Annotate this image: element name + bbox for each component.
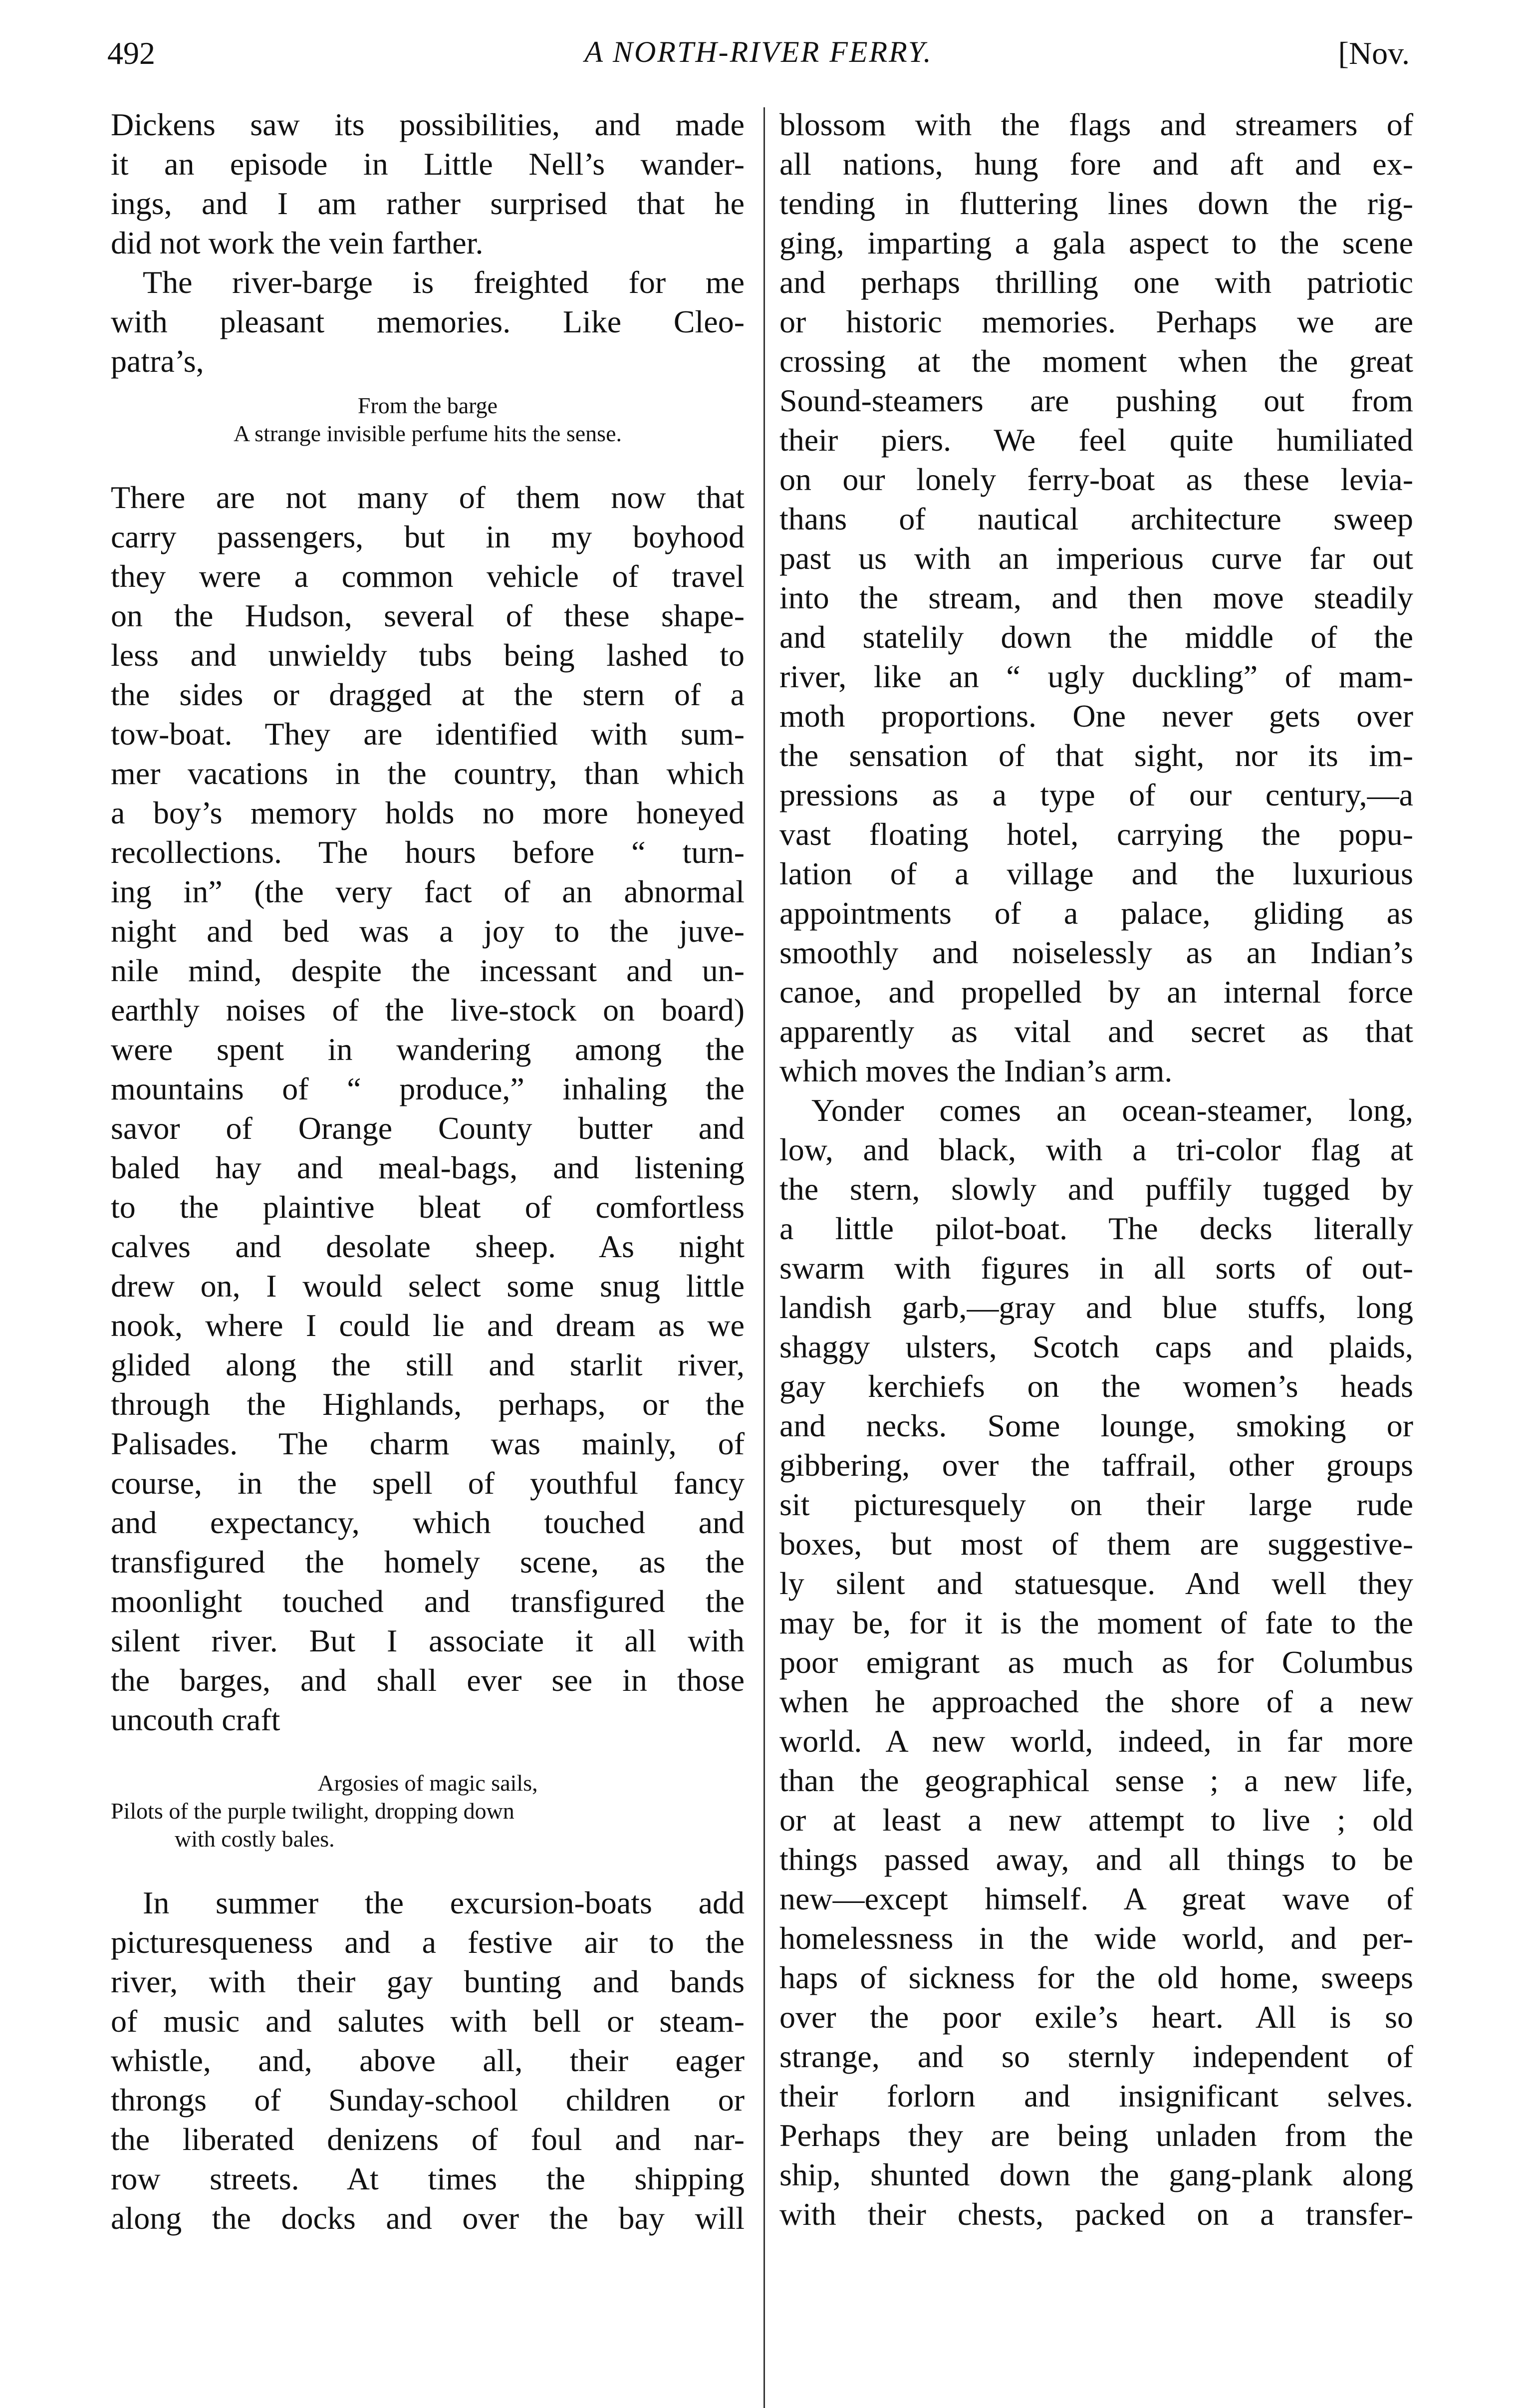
text-line: Yonder comes an ocean-steamer, long, bbox=[811, 1092, 1413, 1128]
text-line: ings, and I am rather surprised that he bbox=[111, 186, 745, 221]
text-line: on our lonely ferry-boat as these levia- bbox=[779, 462, 1413, 497]
text-line: pressions as a type of our century,—a bbox=[779, 777, 1413, 812]
text-line: the liberated denizens of foul and nar- bbox=[111, 2122, 745, 2157]
text-line: ship, shunted down the gang-plank along bbox=[779, 2157, 1413, 2192]
text-line: ging, imparting a gala aspect to the scene bbox=[779, 225, 1413, 261]
text-line: were spent in wandering among the bbox=[111, 1032, 745, 1067]
text-line: uncouth craft bbox=[111, 1702, 280, 1737]
text-line: patra’s, bbox=[111, 343, 204, 379]
verse-line: Argosies of magic sails, bbox=[317, 1770, 538, 1796]
verse-quote bbox=[111, 1769, 745, 1853]
text-line: mountains of “ produce,” inhaling the bbox=[111, 1071, 745, 1106]
text-line: Dickens saw its possibilities, and made bbox=[111, 107, 745, 142]
paragraph bbox=[111, 263, 745, 381]
text-line: apparently as vital and secret as that bbox=[779, 1014, 1413, 1049]
text-line: and expectancy, which touched and bbox=[111, 1505, 745, 1540]
text-line: into the stream, and then move steadily bbox=[779, 580, 1413, 615]
paragraph bbox=[111, 105, 745, 263]
text-line: and necks. Some lounge, smoking or bbox=[779, 1408, 1413, 1443]
text-line: silent river. But I associate it all with bbox=[111, 1623, 745, 1658]
left-column bbox=[111, 105, 745, 2238]
text-line: nile mind, despite the incessant and un- bbox=[111, 953, 745, 988]
verse-line: From the barge bbox=[357, 393, 498, 418]
text-line: ing in” (the very fact of an abnormal bbox=[111, 874, 745, 909]
text-line: when he approached the shore of a new bbox=[779, 1684, 1413, 1719]
text-line: did not work the vein farther. bbox=[111, 225, 484, 261]
text-line: shaggy ulsters, Scotch caps and plaids, bbox=[779, 1329, 1413, 1364]
text-line: picturesqueness and a festive air to the bbox=[111, 1924, 745, 1960]
text-line: boxes, but most of them are suggestive- bbox=[779, 1526, 1413, 1562]
paragraph bbox=[111, 1883, 745, 2238]
right-column bbox=[779, 105, 1413, 2234]
text-line: it an episode in Little Nell’s wander- bbox=[111, 146, 745, 182]
text-line: The river-barge is freighted for me bbox=[143, 265, 745, 300]
page-number: 492 bbox=[107, 35, 155, 71]
running-title: A NORTH-RIVER FERRY. bbox=[584, 35, 933, 68]
text-line: savor of Orange County butter and bbox=[111, 1110, 745, 1146]
verse-line: Pilots of the purple twilight, dropping down bbox=[111, 1798, 514, 1824]
text-line: may be, for it is the moment of fate to the bbox=[779, 1605, 1413, 1640]
text-line: the barges, and shall ever see in those bbox=[111, 1662, 745, 1698]
text-line: blossom with the flags and streamers of bbox=[779, 107, 1413, 142]
text-line: with pleasant memories. Like Cleo- bbox=[111, 304, 745, 339]
text-line: course, in the spell of youthful fancy bbox=[111, 1465, 745, 1501]
text-line: of music and salutes with bell or steam- bbox=[111, 2003, 745, 2039]
text-line: moth proportions. One never gets over bbox=[779, 698, 1413, 734]
text-line: landish garb,—gray and blue stuffs, long bbox=[779, 1290, 1413, 1325]
text-line: poor emigrant as much as for Columbus bbox=[779, 1644, 1413, 1680]
text-line: their piers. We feel quite humiliated bbox=[779, 422, 1413, 458]
text-line: mer vacations in the country, than which bbox=[111, 756, 745, 791]
text-line: Perhaps they are being unladen from the bbox=[779, 2118, 1413, 2153]
text-line: a little pilot-boat. The decks literally bbox=[779, 1211, 1413, 1246]
text-line: things passed away, and all things to be bbox=[779, 1842, 1413, 1877]
issue-month: [Nov. bbox=[1338, 35, 1410, 71]
text-line: recollections. The hours before “ turn- bbox=[111, 834, 745, 870]
verse-quote bbox=[111, 392, 745, 448]
text-line: river, like an “ ugly duckling” of mam- bbox=[779, 659, 1413, 694]
text-line: calves and desolate sheep. As night bbox=[111, 1229, 745, 1264]
verse-line: with costly bales. bbox=[175, 1826, 335, 1852]
text-line: tending in fluttering lines down the rig- bbox=[779, 186, 1413, 221]
text-line: nook, where I could lie and dream as we bbox=[111, 1308, 745, 1343]
text-line: crossing at the moment when the great bbox=[779, 343, 1413, 379]
text-line: swarm with figures in all sorts of out- bbox=[779, 1250, 1413, 1286]
text-line: through the Highlands, perhaps, or the bbox=[111, 1386, 745, 1422]
text-line: than the geographical sense ; a new life, bbox=[779, 1763, 1413, 1798]
text-line: or historic memories. Perhaps we are bbox=[779, 304, 1413, 339]
text-line: gay kerchiefs on the women’s heads bbox=[779, 1368, 1413, 1404]
text-line: with their chests, packed on a transfer- bbox=[779, 2196, 1413, 2232]
text-line: or at least a new attempt to live ; old bbox=[779, 1802, 1413, 1838]
paragraph bbox=[779, 1090, 1413, 2234]
text-line: which moves the Indian’s arm. bbox=[779, 1053, 1173, 1088]
text-line: lation of a village and the luxurious bbox=[779, 856, 1413, 891]
text-line: In summer the excursion-boats add bbox=[143, 1885, 745, 1920]
text-line: drew on, I would select some snug little bbox=[111, 1268, 745, 1304]
text-line: thans of nautical architecture sweep bbox=[779, 501, 1413, 536]
text-line: Sound-steamers are pushing out from bbox=[779, 383, 1413, 418]
text-line: a boy’s memory holds no more honeyed bbox=[111, 795, 745, 830]
text-line: throngs of Sunday-school children or bbox=[111, 2082, 745, 2118]
text-line: night and bed was a joy to the juve- bbox=[111, 913, 745, 949]
text-line: There are not many of them now that bbox=[111, 480, 745, 515]
text-line: their forlorn and insignificant selves. bbox=[779, 2078, 1413, 2114]
text-line: row streets. At times the shipping bbox=[111, 2161, 745, 2196]
text-line: past us with an imperious curve far out bbox=[779, 540, 1413, 576]
paragraph bbox=[111, 478, 745, 1739]
text-line: transfigured the homely scene, as the bbox=[111, 1544, 745, 1580]
text-line: and perhaps thrilling one with patriotic bbox=[779, 265, 1413, 300]
text-line: to the plaintive bleat of comfortless bbox=[111, 1189, 745, 1225]
running-header bbox=[107, 35, 1410, 80]
text-line: tow-boat. They are identified with sum- bbox=[111, 716, 745, 752]
text-line: moonlight touched and transfigured the bbox=[111, 1584, 745, 1619]
text-line: the sides or dragged at the stern of a bbox=[111, 677, 745, 712]
text-line: strange, and so sternly independent of bbox=[779, 2039, 1413, 2074]
text-line: whistle, and, above all, their eager bbox=[111, 2043, 745, 2078]
text-line: Palisades. The charm was mainly, of bbox=[111, 1426, 745, 1461]
verse-line: A strange invisible perfume hits the sense. bbox=[233, 421, 622, 446]
text-line: ly silent and statuesque. And well they bbox=[779, 1566, 1413, 1601]
text-line: less and unwieldy tubs being lashed to bbox=[111, 637, 745, 673]
text-line: gibbering, over the taffrail, other groups bbox=[779, 1447, 1413, 1483]
text-line: haps of sickness for the old home, sweeps bbox=[779, 1960, 1413, 1995]
text-line: world. A new world, indeed, in far more bbox=[779, 1723, 1413, 1759]
text-line: glided along the still and starlit river, bbox=[111, 1347, 745, 1382]
text-line: vast floating hotel, carrying the popu- bbox=[779, 816, 1413, 852]
text-line: appointments of a palace, gliding as bbox=[779, 895, 1413, 931]
text-line: new—except himself. A great wave of bbox=[779, 1881, 1413, 1916]
text-line: baled hay and meal-bags, and listening bbox=[111, 1150, 745, 1185]
text-line: along the docks and over the bay will bbox=[111, 2200, 745, 2236]
text-line: carry passengers, but in my boyhood bbox=[111, 519, 745, 554]
column-divider bbox=[763, 107, 765, 2408]
text-line: on the Hudson, several of these shape- bbox=[111, 598, 745, 633]
text-line: low, and black, with a tri-color flag at bbox=[779, 1132, 1413, 1167]
text-line: canoe, and propelled by an internal force bbox=[779, 974, 1413, 1010]
text-line: they were a common vehicle of travel bbox=[111, 558, 745, 594]
text-line: and statelily down the middle of the bbox=[779, 619, 1413, 655]
text-line: sit picturesquely on their large rude bbox=[779, 1487, 1413, 1522]
text-line: river, with their gay bunting and bands bbox=[111, 1964, 745, 1999]
paragraph bbox=[779, 105, 1413, 1090]
text-line: homelessness in the wide world, and per- bbox=[779, 1920, 1413, 1956]
text-line: over the poor exile’s heart. All is so bbox=[779, 1999, 1413, 2035]
text-line: the stern, slowly and puffily tugged by bbox=[779, 1171, 1413, 1207]
text-line: the sensation of that sight, nor its im- bbox=[779, 738, 1413, 773]
text-line: all nations, hung fore and aft and ex- bbox=[779, 146, 1413, 182]
text-line: earthly noises of the live-stock on board) bbox=[111, 992, 745, 1028]
text-line: smoothly and noiselessly as an Indian’s bbox=[779, 935, 1413, 970]
